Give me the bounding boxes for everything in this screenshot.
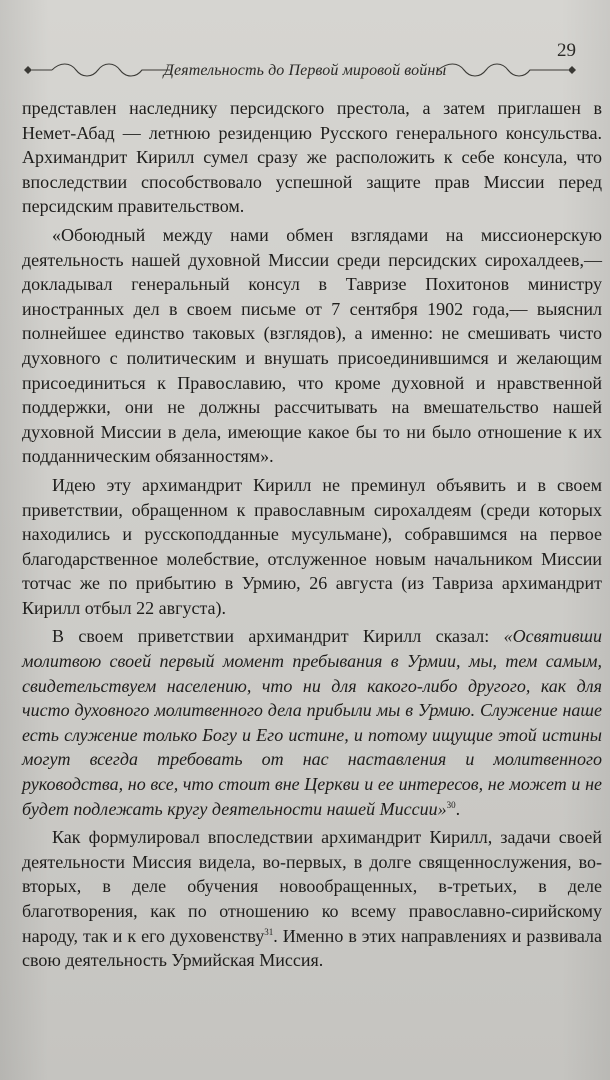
paragraph-1: представлен наследнику персидского престола, а затем приглашен в Немет-Абад — летнюю резиденцию Русского генерального консульства. Архимандрит Кирилл сумел сразу же расположить к себе консула, что впоследствии способствовало успешной защите прав Миссии перед персидским правительством. [22,98,602,217]
paragraph-4 [22,624,602,821]
body-text [22,96,602,973]
paragraph-5-end: . Именно в этих направлениях и развивала свою деятельность Урмийская Миссия. [22,925,602,971]
paragraph-2: «Обоюдный между нами обмен взглядами на миссионерскую деятельность нашей духовной Миссии среди персидских сирохалдеев,— докладывал генеральный консул в Тавризе Похитонов министру иностранных дел в своем письме от 7 сентября 1902 года,— выяснил полнейшее единство таковых (взглядов), а именно: не смешивать чисто духовного с политическим и внушать присоединившимся и желающим присоединиться к Православию, что кроме духовной и нравственной поддержки, они не должны рассчитывать на вмешательство нашей духовной Миссии в дела, имеющие какое бы то ни было отношение к их подданническим обязанностям». [22,224,602,467]
footnote-ref-31: 31 [264,926,274,937]
page-number: 29 [557,40,576,61]
footnote-ref-30: 30 [446,799,456,810]
paragraph-4-lead: В своем приветствии архимандрит Кирилл сказал: [52,626,504,647]
paragraph-5-main: Как формулировал впоследствии архимандрит Кирилл, задачи своей деятельности Миссия видела, во-первых, в долге священнослужения, во-вторых, в деле обучения новообращенных, в-третьих, в деле благотворения, как по отношению ко всему православно-сирийскому народу, так и к его духовенству [22,827,602,946]
running-head: Деятельность до Первой мировой войны [163,62,447,79]
page-header [0,40,610,80]
paragraph-4-quote: «Освятивши молитвою своей первый момент пребывания в Урмии, мы, тем самым, свидетельствуем населению, что ни для какого-либо другого, как для чисто духовного молитвенного дела прибыли мы в Урмию. Служение наше есть служение только Богу и Его истине, и потому ищущие этой истины могут всегда требовать от нас наставления и молитвенного руководства, но все, что стоит вне Церкви и ее интересов, не может и не будет подлежать кругу деятельности нашей Миссии» [22,626,602,819]
paragraph-5 [22,825,602,973]
paragraph-4-end: . [455,798,461,819]
paragraph-3: Идею эту архимандрит Кирилл не преминул объявить и в своем приветствии, обращенном к православным сирохалдеям (среди которых находились и русскоподданные мусульмане), собравшимся на первое благодарственное молебствие, отслуженное новым начальником Миссии тотчас же по прибытию в Урмию, 26 августа (из Тавриза архимандрит Кирилл отбыл 22 августа). [22,474,602,618]
